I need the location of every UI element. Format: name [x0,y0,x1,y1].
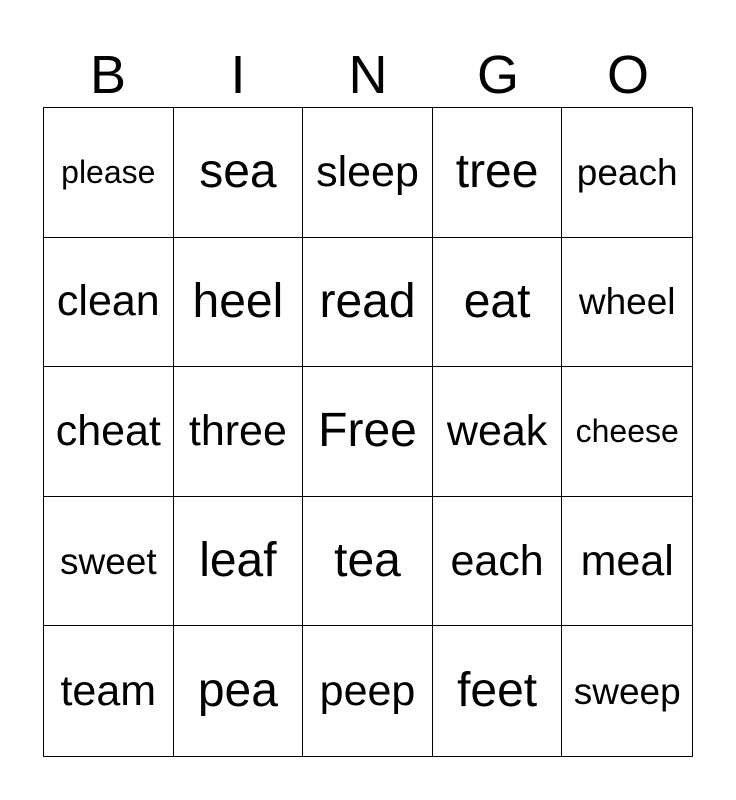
bingo-cell-r5-c5[interactable]: sweep [573,670,681,712]
bingo-cell-r2-c2[interactable]: heel [174,238,304,368]
bingo-cell-r1-c4[interactable]: tree [433,108,563,238]
bingo-cell-r2-c3[interactable]: read [303,238,433,368]
bingo-cell-r2-c1[interactable]: clean [44,238,174,368]
bingo-cell-r3-c3[interactable]: Free [303,367,433,497]
bingo-cell-r4-c4[interactable]: each [433,497,563,627]
bingo-cell-r3-c4[interactable]: weak [433,367,563,497]
bingo-cell-r4-c2[interactable]: leaf [174,497,304,627]
bingo-cell-r4-c5[interactable]: meal [562,497,692,627]
header-letter-i: I [230,45,246,105]
bingo-cell-r5-c3[interactable]: peep [303,626,433,756]
bingo-cell-r1-c5[interactable]: peach [562,108,692,238]
bingo-cell-r2-c5[interactable]: wheel [562,238,692,368]
bingo-header [43,44,693,106]
bingo-cell-r1-c3[interactable]: sleep [303,108,433,238]
bingo-cell-r4-c1[interactable]: sweet [44,497,174,627]
header-letter-g: G [476,45,519,105]
header-letter-b: B [89,45,127,105]
bingo-cell-r3-c1[interactable]: cheat [44,367,174,497]
bingo-board [43,107,693,757]
bingo-cell-r3-c2[interactable]: three [174,367,304,497]
header-letter-n: N [348,45,388,105]
header-letter-o: O [606,45,649,105]
bingo-cell-r5-c1[interactable]: team [44,626,174,756]
bingo-cell-r1-c1[interactable]: please [44,108,174,238]
bingo-cell-r4-c3[interactable]: tea [303,497,433,627]
bingo-cell-r2-c4[interactable]: eat [433,238,563,368]
bingo-cell-r1-c2[interactable]: sea [174,108,304,238]
bingo-cell-r5-c4[interactable]: feet [433,626,563,756]
bingo-cell-r3-c5[interactable]: cheese [562,367,692,497]
bingo-cell-r5-c2[interactable]: pea [174,626,304,756]
